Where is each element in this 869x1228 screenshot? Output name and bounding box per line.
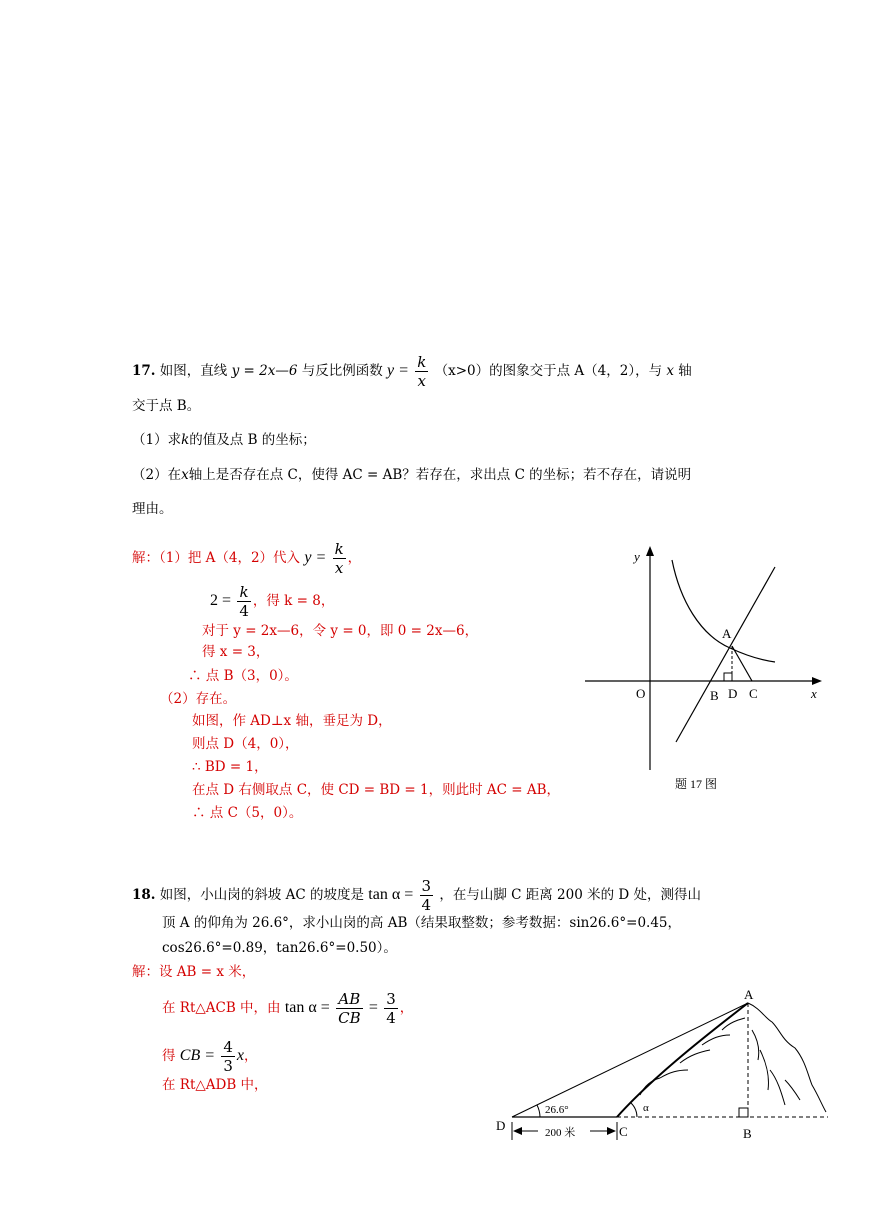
sol-math: CB = [179,1047,216,1064]
right-angle-mark [724,673,732,681]
q18-text: 如图，小山岗的斜坡 AC 的坡度是 [159,887,364,903]
denominator: 4 [421,896,432,914]
q17-number: 17. [132,363,156,379]
q17-sol-step11: ∴ 点 C（5，0）。 [192,805,303,821]
label-B: B [743,1126,752,1141]
label-x: x [811,686,817,701]
numerator: k [334,540,344,558]
label-D: D [496,1118,506,1133]
line-graph [676,567,775,742]
slope-AC [617,1003,748,1117]
sol-fraction [237,583,251,620]
q17-text: （x>0）的图象交于点 A（4，2），与 [434,363,663,379]
numerator: 3 [386,990,396,1008]
q17-text: 如图，直线 [159,363,228,379]
sol-text: ，得 k = 8， [252,593,335,609]
sol-text: 在 Rt△ACB 中，由 [162,1000,281,1016]
q17-text: （1）求 [132,432,182,448]
sol-fraction [384,990,398,1027]
q17-part2 [132,465,691,485]
q17-sol-step9: ∴ BD = 1， [192,759,268,775]
label-A: A [744,987,754,1002]
numerator: 3 [421,877,432,895]
q17-sol-step3: 对于 y = 2x—6，令 y = 0，即 0 = 2x—6， [202,623,479,639]
sol-math: 2 = [210,592,232,609]
denominator: x [417,372,426,390]
q18-number: 18. [132,887,156,903]
q17-text: 轴上是否存在点 C，使得 AC = AB？若存在，求出点 C 的坐标；若不存在，请说明 [188,467,692,483]
q17-fraction [415,353,428,390]
sol-text: ， [399,1000,414,1016]
sol-fraction [221,1038,235,1075]
sol-text: 解：（1）把 A（4，2）代入 [132,550,301,566]
figure-caption: 题 17 图 [675,777,718,791]
label-O: O [636,686,646,701]
dim-arrowhead-right [607,1127,616,1135]
q18-tan: tan α = [368,886,414,903]
q17-sol-step4: 得 x = 3， [202,644,270,660]
sol-math: x [236,1047,244,1064]
denominator: 4 [239,602,249,620]
q17-text: （2）在 [132,467,182,483]
mountain-outline [748,1003,826,1112]
q18-figure [490,985,835,1145]
numerator: 4 [223,1038,233,1056]
q18-sol-step1: 解：设 AB = x 米， [132,964,256,980]
numerator: AB [336,990,363,1009]
q17-sol-step10: 在点 D 右侧取点 C，使 CD = BD = 1，则此时 AC = AB， [192,782,561,798]
q17-line1 [132,353,692,390]
mountain-ridges [752,1030,800,1105]
q17-sol-step7: 如图，作 AD⊥x 轴，垂足为 D， [192,713,392,729]
denominator: x [334,559,344,577]
q17-var-x: x [666,363,674,379]
q18-line1 [132,877,701,914]
q17-var-k: k [181,432,190,448]
dim-arrowhead-left [513,1127,522,1135]
q17-part2-cont: 理由。 [132,501,173,517]
q17-text: 的值及点 B 的坐标； [189,432,316,448]
q17-sol-step6: （2）存在。 [160,691,237,707]
x-axis-arrow [812,677,822,685]
numerator: k [237,583,251,602]
q17-sol-step2 [210,583,334,620]
q17-part1 [132,430,316,450]
q17-sol-step8: 则点 D（4，0）， [192,736,299,752]
angle-arc-C [631,1103,637,1117]
right-angle-mark [739,1108,748,1117]
q18-fraction [420,877,434,914]
denominator: 3 [223,1057,233,1075]
q18-line2: 顶 A 的仰角为 26.6°，求小山岗的高 AB（结果取整数；参考数据：sin26.6°=0.45， [162,915,682,931]
sol-math: = [368,999,378,1016]
sol-text: ， [347,550,362,566]
q17-func-lhs: y = [387,362,409,379]
label-B: B [710,688,719,703]
denominator: 4 [386,1009,396,1027]
label-C: C [619,1124,628,1139]
q17-text: 与反比例函数 [301,363,383,379]
q17-line2: 交于点 B。 [132,398,201,414]
label-C: C [749,686,758,701]
label-A: A [722,626,732,641]
q17-sol-step5: ∴ 点 B（3，0）。 [188,668,298,684]
label-y: y [634,549,640,564]
denominator: CB [338,1009,361,1027]
q17-text: 轴 [678,363,692,379]
sol-text: 得 [162,1048,176,1064]
q17-sol-step1 [132,540,361,577]
label-angle: 26.6° [545,1104,569,1116]
sol-text: ， [244,1048,258,1064]
numerator: k [417,353,427,371]
q18-line3: cos26.6°=0.89，tan26.6°=0.50）。 [162,940,397,956]
q17-figure [580,540,840,800]
sol-fraction [336,990,363,1027]
hyperbola-curve [672,560,775,662]
q17-var-x: x [181,467,189,483]
q18-sol-step4: 在 Rt△ADB 中， [162,1077,268,1093]
label-dist: 200 米 [545,1127,576,1139]
y-axis-arrow [646,546,654,556]
line-DA [512,1003,748,1117]
sol-math: y = [304,549,327,566]
q18-sol-step3 [162,1038,258,1075]
sol-math: tan α = [284,999,330,1016]
label-D: D [728,686,738,701]
label-alpha: α [643,1102,649,1114]
segment-AC [732,646,752,681]
q18-text: ，在与山脚 C 距离 200 米的 D 处，测得山 [439,887,702,903]
sol-fraction [333,540,346,577]
q17-line-equation: y = 2x—6 [231,363,298,379]
q18-sol-step2 [162,990,413,1027]
angle-arc-D [537,1105,540,1117]
